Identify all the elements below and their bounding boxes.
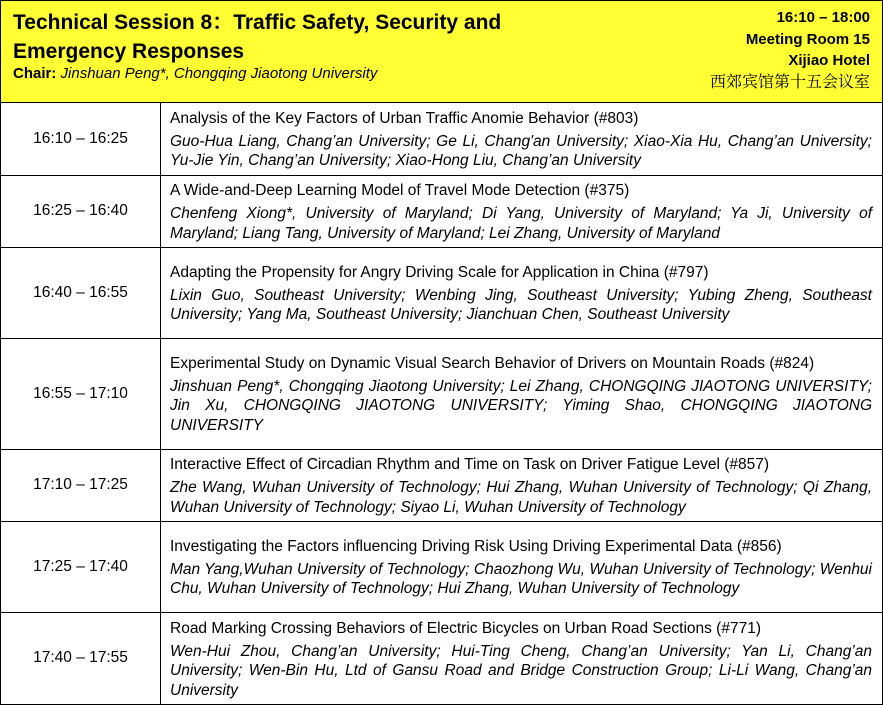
paper-time: 17:40 – 17:55	[1, 612, 161, 704]
paper-table	[1, 103, 882, 704]
session-header	[1, 1, 882, 103]
paper-authors: Jinshuan Peng*, Chongqing Jiaotong University; Lei Zhang, CHONGQING JIAOTONG UNIVERSITY; Jin Xu, CHONGQING JIAOTONG UNIVERSITY; Yiming Shao, CHONGQING JIAOTONG UNIVERSITY	[170, 377, 872, 434]
table-row	[1, 521, 882, 612]
chair-label: Chair:	[13, 65, 57, 82]
table-row	[1, 247, 882, 338]
paper-title: Experimental Study on Dynamic Visual Search Behavior of Drivers on Mountain Roads (#824)	[170, 354, 815, 372]
table-row	[1, 612, 882, 704]
paper-title: Adapting the Propensity for Angry Driving Scale for Application in China (#797)	[170, 263, 709, 281]
paper-authors: Wen-Hui Zhou, Chang’an University; Hui-Ting Cheng, Chang’an University; Yan Li, Chang’an University; Wen-Bin Hu, Ltd of Gansu Road and Bridge Construction Group; Li-Li Wang, Chang’an University	[170, 642, 872, 699]
table-row	[1, 449, 882, 521]
session-room: Meeting Room 15	[745, 30, 870, 48]
session-time: 16:10 – 18:00	[776, 9, 870, 26]
paper-time: 16:25 – 16:40	[1, 175, 161, 247]
paper-authors: Zhe Wang, Wuhan University of Technology; Hui Zhang, Wuhan University of Technology; Qi Zhang, Wuhan University of Technology; Siyao Li, Wuhan University of Technology	[170, 479, 872, 516]
paper-time: 16:55 – 17:10	[1, 338, 161, 449]
paper-time: 16:10 – 16:25	[1, 103, 161, 175]
table-row	[1, 175, 882, 247]
session-room-cn: 西郊宾馆第十五会议室	[709, 73, 870, 91]
paper-title: Interactive Effect of Circadian Rhythm and Time on Task on Driver Fatigue Level (#857)	[170, 456, 770, 473]
paper-time: 16:40 – 16:55	[1, 247, 161, 338]
paper-authors: Man Yang,Wuhan University of Technology; Chaozhong Wu, Wuhan University of Technology; Wenhui Chu, Wuhan University of Technology; Hui Zhang, Wuhan University of Technology	[170, 560, 872, 597]
paper-title: Analysis of the Key Factors of Urban Traffic Anomie Behavior (#803)	[170, 109, 639, 127]
chair-name: Jinshuan Peng*, Chongqing Jiaotong University	[60, 65, 378, 82]
paper-authors: Guo-Hua Liang, Chang’an University; Ge Li, Chang'an University; Xiao-Xia Hu, Chang’an University; Yu-Jie Yin, Chang’an University; Xiao-Hong Liu, Chang’an University	[170, 132, 872, 170]
paper-title: Investigating the Factors influencing Driving Risk Using Driving Experimental Data (#856)	[170, 537, 782, 555]
paper-authors: Chenfeng Xiong*, University of Maryland; Di Yang, University of Maryland; Ya Ji, University of Maryland; Liang Tang, University of Maryland; Lei Zhang, University of Maryland	[170, 205, 872, 242]
session-info	[710, 7, 870, 93]
paper-time: 17:25 – 17:40	[1, 521, 161, 612]
paper-time: 17:10 – 17:25	[1, 449, 161, 521]
session-title-line2: Emergency Responses	[13, 40, 245, 63]
session-title-line1: Technical Session 8：Traffic Safety, Security and	[13, 11, 502, 34]
session-chair	[13, 65, 377, 82]
paper-authors: Lixin Guo, Southeast University; Wenbing Jing, Southeast University; Yubing Zheng, Southeast University; Yang Ma, Southeast University; Jianchuan Chen, Southeast University	[170, 286, 872, 323]
table-row	[1, 338, 882, 449]
paper-title: Road Marking Crossing Behaviors of Electric Bicycles on Urban Road Sections (#771)	[170, 619, 761, 637]
table-row	[1, 103, 882, 175]
session-hotel: Xijiao Hotel	[788, 52, 870, 69]
paper-title: A Wide-and-Deep Learning Model of Travel Mode Detection (#375)	[170, 182, 630, 199]
session-title	[13, 8, 613, 66]
